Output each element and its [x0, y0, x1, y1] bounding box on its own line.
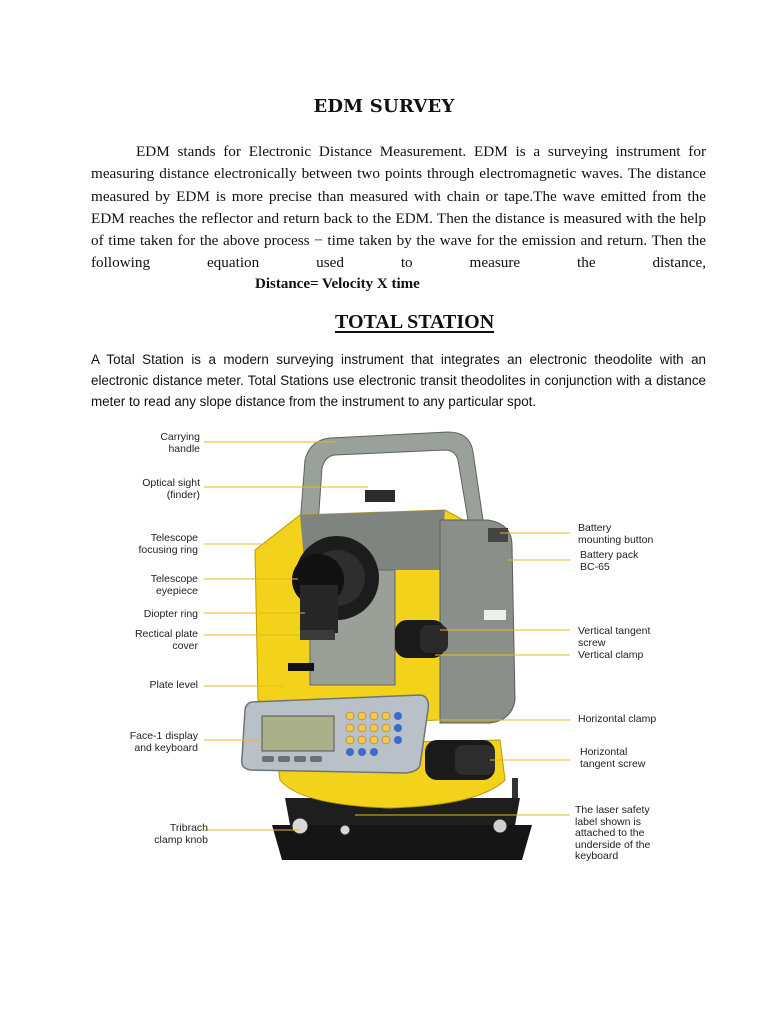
edm-paragraph [91, 141, 706, 275]
distance-equation: Distance= Velocity X time [255, 276, 420, 292]
label-horizontal-tangent-screw: Horizontal tangent screw [580, 746, 646, 770]
label-carrying-handle: Carrying handle [160, 431, 200, 455]
total-station-figure [0, 420, 768, 880]
battery-pack [440, 520, 515, 723]
horizontal-tangent-screw [425, 740, 495, 780]
label-plate-level: Plate level [149, 679, 198, 691]
carrying-handle [300, 432, 483, 525]
label-battery-pack: Battery pack BC-65 [580, 549, 639, 573]
face1-display-keyboard [242, 695, 429, 773]
label-telescope-focusing-ring: Telescope focusing ring [138, 532, 198, 556]
label-optical-sight: Optical sight (finder) [142, 477, 200, 501]
label-rectical-plate-cover: Rectical plate cover [134, 628, 198, 652]
label-horizontal-clamp: Horizontal clamp [578, 713, 657, 725]
label-battery-mounting-button: Battery mounting button [578, 522, 654, 546]
label-vertical-tangent-screw: Vertical tangent screw [578, 625, 651, 649]
total-station-paragraph: A Total Station is a modern surveying instrument that integrates an electronic theodolite with an electronic distance meter. Total Stations use electronic transit theodolites in conjunction with a distance meter to read any slope distance from the instrument to any particular spot. [91, 352, 706, 409]
label-tribrach-clamp-knob: Tribrach clamp knob [154, 822, 208, 846]
label-telescope-eyepiece: Telescope eyepiece [150, 573, 198, 597]
edm-heading: EDM SURVEY [313, 96, 455, 117]
total-station-heading: TOTAL STATION [335, 311, 495, 333]
label-face1-display: Face-1 display and keyboard [129, 730, 198, 754]
edm-paragraph-text: EDM stands for Electronic Distance Measurement. EDM is a surveying instrument for measuring distance electronically between two points through electromagnetic waves. The distance measured by EDM is more precise than measured with chain or tape.The wave emitted from the EDM reaches the reflector and return back to the EDM. Then the distance is measured with the help of time taken for the above process − time taken by the wave for the emission and return. Then the following equation used to measure the distance, [91, 143, 706, 272]
label-laser-safety: The laser safety label shown is attached to the underside of the keyboard [575, 804, 651, 862]
label-diopter-ring: Diopter ring [143, 608, 198, 620]
vertical-tangent-screw [395, 620, 448, 658]
label-vertical-clamp: Vertical clamp [578, 649, 644, 661]
